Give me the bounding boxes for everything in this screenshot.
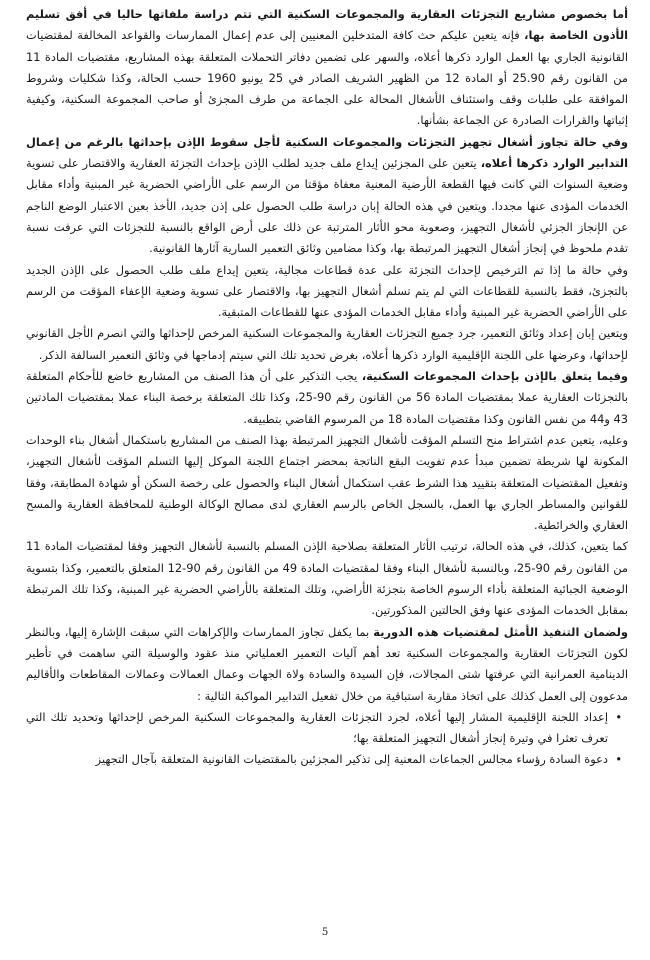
paragraph-body: يتعين على المجزئين إيداع ملف جديد لطلب الإذن بإحداث التجزئة العقارية والاقتصار على تسوية وضعية السنوات التي كانت فيها القطعة الأرضية المعنية معفاة مؤقتا من الرسم على الأراضي الحضرية غير المبنية وأداء مقابل الخدمات المؤدى عنها مجددا. ويتعين في هذه الحالة إبان دراسة طلب الحصول على إذن جديد، الأخذ بعين الاعتبار الوضع الناجم عن الإنجاز الجزئي لأشغال التجهيز، وصعوبة محو الأثار المترتبة عن ذلك على أرض الواقع بالنسبة للتجزئات التي عرفت نسبة تقدم ملحوظ في إنجاز أشغال التجهيز المرتبطة بها، وكذا مضامين وثائق التعمير السارية آثارها القانونية. bbox=[26, 156, 628, 256]
paragraph-body: يجب التذكير على أن هذا الصنف من المشاريع خاضع للأحكام المتعلقة بالتجزئات العقارية عملا بمقتضيات المادة 56 من القانون رقم 90-25، وكذا تلك المتعلقة برخصة البناء عملا بمقتضيات المادتين 43 و44 من نفس القانون وكذا مقتضيات المادة 18 من المرسوم القاضي بتطبيقه. bbox=[26, 369, 628, 426]
paragraph-lead: أما بخصوص مشاريع التجزئات العقارية والمجموعات السكنية التي تتم دراسة ملفاتها حاليا في أفق تسليم الأذون الخاصة بها، bbox=[26, 7, 628, 43]
paragraph-urban-planning-documents: ويتعين إبان إعداد وثائق التعمير، جرد جميع التجزئات العقارية والمجموعات السكنية المرخص لإحداثها والتي انصرم الأجل القانوني لإحداثها، وعرضها على اللجنة الإقليمية الوارد ذكرها أعلاه، بغرض تحديد تلك التي سيتم إدماجها في وثائق التعمير السالفة الذكر. bbox=[26, 326, 628, 362]
document-page bbox=[26, 4, 628, 960]
paragraph-implementation bbox=[26, 622, 628, 707]
list-item-text: دعوة السادة رؤساء مجالس الجماعات المعنية إلى تذكير المجزئين بالمقتضيات القانونية المتعلقة بآجال التجهيز bbox=[95, 752, 608, 767]
paragraph-permit-validity: كما يتعين، كذلك، في هذه الحالة، ترتيب الأثار المتعلقة بصلاحية الإذن المسلم بالنسبة لأشغال التجهيز وفقا لمقتضيات المادة 11 من القانون رقم 90-25، وبالنسبة لأشغال البناء وفقا لمقتضيات المادة 49 من القانون رقم 90-12 المتعلق بالتعمير، وكذا بتسوية الوضعية الجبائية المتعلقة بأداء الرسوم الخاصة بتجزئة الأراضي، وتلك المتعلقة بالأراضي الحضرية غير المبنية، وكذا تلك المرتبطة بمقابل الخدمات المؤدى عنها وفق الحالتين المذكورتين. bbox=[26, 539, 629, 618]
list-item bbox=[26, 749, 622, 770]
paragraph-lead: وفيما يتعلق بالإذن بإحداث المجموعات السكنية، bbox=[361, 369, 628, 384]
paragraph-multiple-sectors: وفي حالة ما إذا تم الترخيص لإحداث التجزئة على عدة قطاعات مجالية، يتعين إيداع ملف طلب الحصول على الإذن الجديد بالتجزئ، فقط بالنسبة للقطاعات التي لم يتم تسلم أشغال التجهيز بها، والاقتصار على تسوية وضعية الإعفاء المؤقت من الرسم على الأراضي الحضرية غير المبنية وأداء مقابل الخدمات المؤدى عنها للقطاعات المتبقية. bbox=[26, 262, 628, 320]
paragraph-lead: وفي حالة تجاوز أشغال تجهيز التجزئات والمجموعات السكنية لأجل سقوط الإذن بإحداثها بالرغم من إعمال التدابير الوارد ذكرها أعلاه، bbox=[26, 134, 628, 171]
measures-list bbox=[26, 707, 628, 771]
page-number: 5 bbox=[321, 927, 329, 938]
paragraph-expired-permits bbox=[26, 132, 628, 260]
paragraph-body: فإنه يتعين عليكم حث كافة المتدخلين المعنيين إلى عدم إعمال الممارسات والقواعد المخالفة لمقتضيات القانونية الجاري بها العمل الوارد ذكرها أعلاه، والسهر على تضمين دفاتر التحملات المتعلقة بهذه المشاريع، مقتضيات المادة 11 من القانون رقم 25.90 أو المادة 12 من الظهير الشريف الصادر في 25 يونيو 1960 حسب الحالة، وكذا شكليات وشروط الموافقة على طلبات وقف واستئناف الأشغال المحالة على الجماعة من طرف المجزئ أو صاحب المجموعة السكنية، وكيفية إثباتها والقرارات الصادرة عن الجماعة بشأنها. bbox=[26, 28, 629, 128]
list-item-text: إعداد اللجنة الإقليمية المشار إليها أعلاه، لجرد التجزئات العقارية والمجموعات السكنية المرخص لإحداثها وتحديد تلك التي تعرف تعثرا في وتيرة إنجاز أشغال التجهيز المتعلقة بها؛ bbox=[26, 709, 608, 746]
paragraph-housing-groups bbox=[26, 366, 628, 430]
paragraph-provisional-reception: وعليه، يتعين عدم اشتراط منح التسلم المؤقت لأشغال التجهيز المرتبطة بهذا الصنف من المشاريع باستكمال أشغال بناء الوحدات المكونة لها شريطة تضمين مبدأ عدم تفويت البقع الناتجة بمحضر اجتماع اللجنة الموكل إليها التسلم المؤقت لأشغال التجهيز، وتفعيل المقتضيات المتعلقة بتقييد هذا الشرط عقب استكمال أشغال البناء والحصول على رخصة السكن أو شهادة المطابقة، وفقا للقوانين والمساطر الجاري بها العمل، بالسجل الخاص بالرسم العقاري لدى مصالح الوكالة الوطنية للمحافظة العقارية والمسح العقاري والخرائطية. bbox=[26, 432, 628, 533]
paragraph-ongoing-projects bbox=[26, 4, 628, 132]
bullet-icon: • bbox=[615, 709, 622, 724]
bullet-icon: • bbox=[615, 752, 622, 767]
paragraph-lead: ولضمان التنفيذ الأمثل لمقتضيات هذه الدورية bbox=[373, 624, 628, 639]
list-item bbox=[26, 707, 622, 750]
paragraph-body: بما يكفل تجاوز الممارسات والإكراهات التي سبقت الإشارة إليها، وبالنظر لكون التجزئات العقارية والمجموعات السكنية تعد أهم آليات التعمير العملياتي منذ عقود والوسيلة التي ساهمت في تأطير الدينامية العمرانية التي عرفتها شتى المجالات، فإن السيدة والسادة ولاة الجهات وعمال العمالات وعمالات المقاطعات والأقاليم مدعوون إلى العمل كذلك على اتخاذ مقاربة استباقية من خلال تفعيل التدابير المواكبة التالية : bbox=[26, 624, 628, 703]
